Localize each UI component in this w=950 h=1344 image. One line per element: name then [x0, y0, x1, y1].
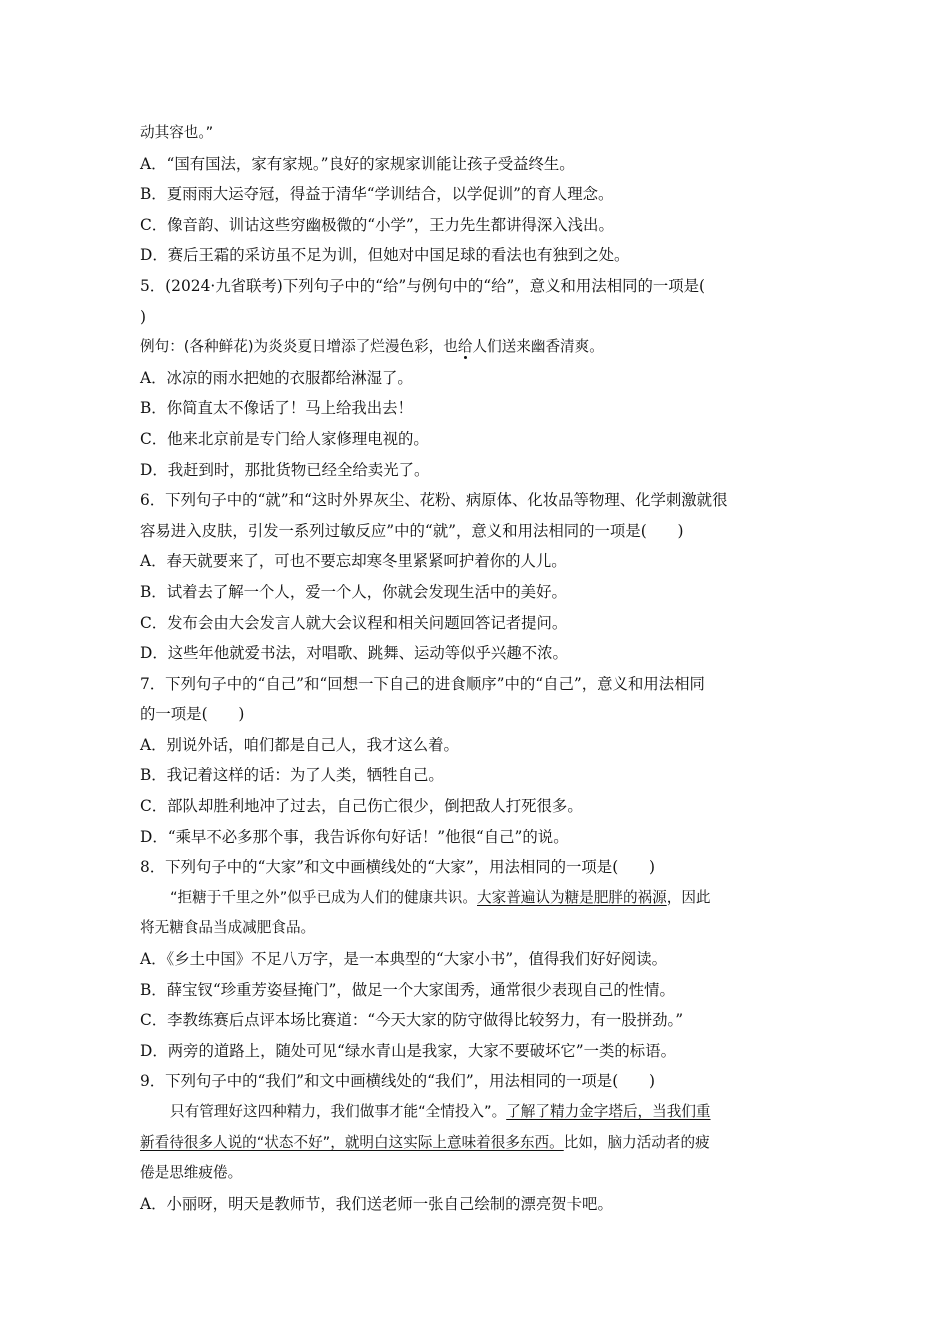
passage-line	[140, 1097, 814, 1128]
question-5	[140, 271, 814, 485]
question-9	[140, 1066, 814, 1219]
option-b: B．试着去了解一个人，爱一个人，你就会发现生活中的美好。	[140, 582, 567, 601]
option-a: A．冰凉的雨水把她的衣服都给淋湿了。	[140, 368, 413, 387]
option-b: B．我记着这样的话：为了人类，牺牲自己。	[140, 766, 444, 785]
underlined-text: 大家普遍认为糖是肥胖的祸源	[477, 888, 667, 906]
question-stem-continued: )	[140, 307, 147, 326]
underlined-text: 了解了精力金字塔后，当我们重	[506, 1103, 711, 1120]
option-a: A．“国有国法，家有家规。”良好的家规家训能让孩子受益终生。	[140, 154, 575, 173]
option-a: A．《乡土中国》不足八万字，是一本典型的“大家小书”，值得我们好好阅读。	[140, 950, 668, 969]
option-d: D．我赶到时，那批货物已经全给卖光了。	[140, 460, 430, 479]
passage-line	[140, 1128, 814, 1159]
example-sentence	[140, 332, 814, 363]
option-c: C．李教练赛后点评本场比赛道：“今天大家的防守做得比较努力，有一股拼劲。”	[140, 1011, 684, 1030]
option-d: D．赛后王霜的采访虽不足为训，但她对中国足球的看法也有独到之处。	[140, 246, 630, 265]
question-stem-continued: 的一项是( )	[140, 705, 245, 724]
option-b: B．夏雨雨大运夺冠，得益于清华“学训结合，以学促训”的育人理念。	[140, 185, 614, 204]
option-c: C．发布会由大会发言人就大会议程和相关问题回答记者提问。	[140, 613, 568, 632]
option-c: C．像音韵、训诂这些穷幽极微的“小学”，王力先生都讲得深入浅出。	[140, 215, 614, 234]
passage-text: “拒糖于千里之外”似乎已成为人们的健康共识。	[170, 888, 477, 906]
option-a: A．别说外话，咱们都是自己人，我才这么着。	[140, 735, 459, 754]
question-4-options	[140, 149, 814, 271]
question-stem: 7．下列句子中的“自己”和“回想一下自己的进食顺序”中的“自己”，意义和用法相同	[140, 674, 705, 693]
option-a: A．春天就要来了，可也不要忘却寒冬里紧紧呵护着你的人儿。	[140, 552, 567, 571]
option-d: D．这些年他就爱书法，对唱歌、跳舞、运动等似乎兴趣不浓。	[140, 644, 568, 663]
passage-text: 只有管理好这四种精力，我们做事才能“全情投入”。	[170, 1103, 507, 1120]
option-d: D．两旁的道路上，随处可见“绿水青山是我家，大家不要破坏它”一类的标语。	[140, 1041, 676, 1060]
option-b: B．薛宝钗“珍重芳姿昼掩门”，做足一个大家闺秀，通常很少表现自己的性情。	[140, 980, 675, 999]
passage-text: 比如，脑力活动者的疲	[563, 1133, 710, 1151]
question-stem: 8．下列句子中的“大家”和文中画横线处的“大家”，用法相同的一项是( )	[140, 858, 655, 877]
question-7	[140, 669, 814, 853]
question-stem: 6．下列句子中的“就”和“这时外界灰尘、花粉、病原体、化妆品等物理、化学刺激就很	[140, 491, 728, 510]
document-page	[140, 118, 814, 1219]
example-text-end: 人们送来幽香清爽。	[472, 338, 604, 356]
passage-line: 将无糖食品当成减肥食品。	[140, 919, 316, 937]
passage-text-end: ，因此	[666, 888, 711, 906]
question-stem-continued: 容易进入皮肤，引发一系列过敏反应”中的“就”，意义和用法相同的一项是( )	[140, 521, 684, 540]
question-stem: 9．下列句子中的“我们”和文中画横线处的“我们”，用法相同的一项是( )	[140, 1072, 655, 1091]
passage-line: 倦是思维疲倦。	[140, 1164, 243, 1182]
option-a: A．小丽呀，明天是教师节，我们送老师一张自己绘制的漂亮贺卡吧。	[140, 1194, 613, 1213]
passage-line	[140, 883, 814, 914]
question-8	[140, 852, 814, 1066]
option-c: C．他来北京前是专门给人家修理电视的。	[140, 429, 429, 448]
question-stem: 5．(2024·九省联考)下列句子中的“给”与例句中的“给”，意义和用法相同的一项是(	[140, 276, 706, 295]
option-d: D．“乘早不必多那个事，我告诉你句好话！”他很“自己”的说。	[140, 827, 569, 846]
example-text: 例句：(各种鲜花)为炎炎夏日增添了烂漫色彩，也	[140, 338, 458, 356]
question-6	[140, 485, 814, 669]
option-b: B．你简直太不像话了！马上给我出去！	[140, 399, 413, 418]
continued-text: 动其容也。”	[140, 124, 214, 141]
option-c: C．部队却胜利地冲了过去，自己伤亡很少，倒把敌人打死很多。	[140, 797, 583, 816]
underlined-text: 新看待很多人说的“状态不好”，就明白这实际上意味着很多东西。	[140, 1133, 564, 1151]
emphasis-dot-char: 给	[457, 338, 473, 356]
